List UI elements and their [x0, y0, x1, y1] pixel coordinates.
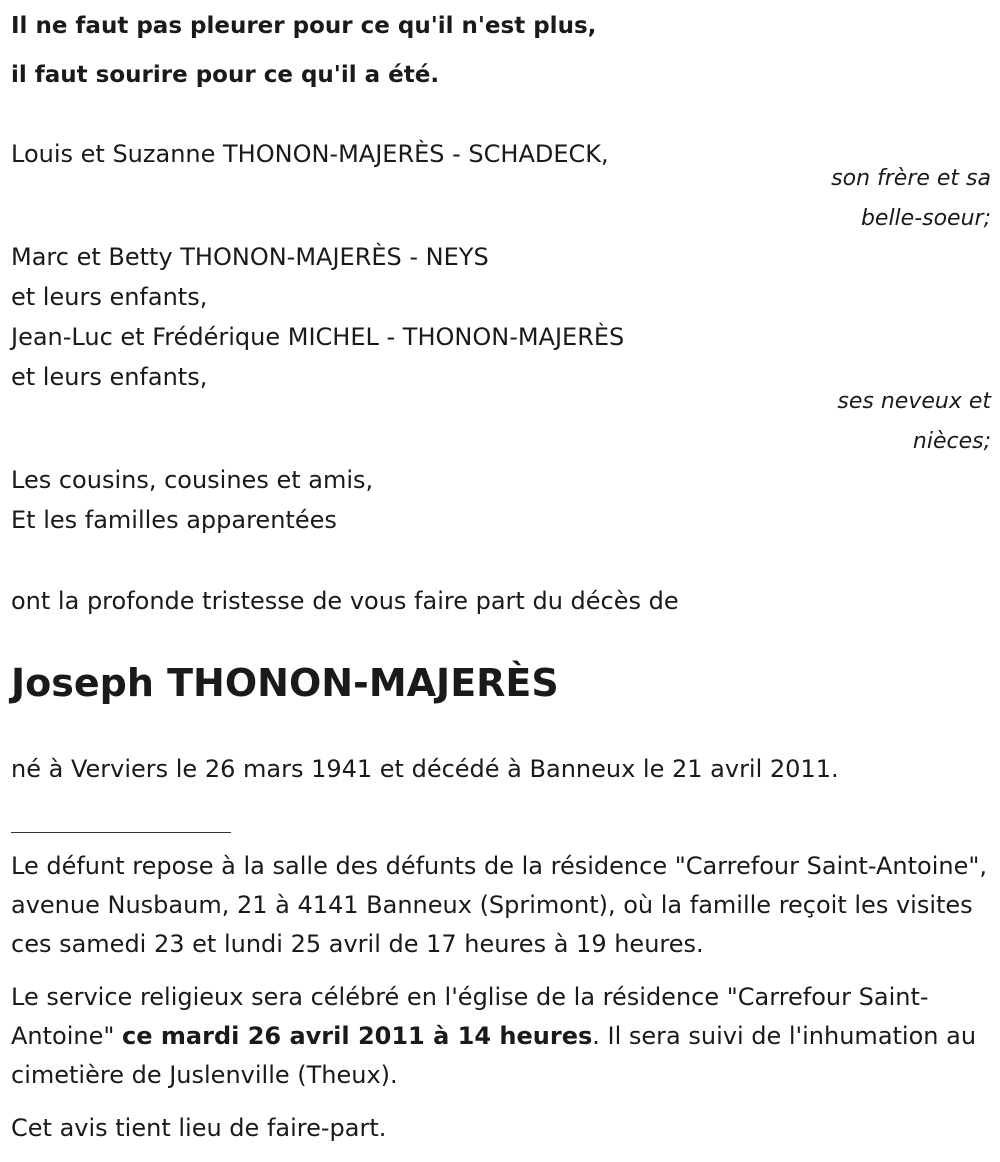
family-cousins: Les cousins, cousines et amis, — [11, 466, 374, 494]
service-outro: . Il sera suivi de l'inhumation au cimetière de Juslenville (Theux). — [11, 1022, 977, 1089]
brother-relation-line-1: son frère et sa — [831, 166, 991, 191]
family-nephew-1: Marc et Betty THONON-MAJERÈS - NEYS — [11, 243, 489, 271]
visitation-paragraph: Le défunt repose à la salle des défunts de la résidence "Carrefour Saint-Antoine", avenue Nusbaum, 21 à 4141 Banneux (Sprimont), où la famille reçoit les visites ces samedi 23 et lundi 25 avril de 17 heures à 19 heures. — [11, 852, 988, 958]
nephews-relation-line-1: ses neveux et — [837, 389, 991, 414]
family-nephew-2-children: et leurs enfants, — [11, 363, 208, 391]
service-date: ce mardi 26 avril 2011 à 14 heures — [122, 1022, 593, 1050]
separator-line — [11, 832, 231, 833]
family-nephew-2: Jean-Luc et Frédérique MICHEL - THONON-MAJERÈS — [11, 323, 625, 351]
announcement-text: ont la profonde tristesse de vous faire part du décès de — [11, 587, 679, 615]
closing-line: Cet avis tient lieu de faire-part. — [11, 1114, 387, 1142]
family-nephew-1-children: et leurs enfants, — [11, 283, 208, 311]
brother-relation-line-2: belle-soeur; — [860, 206, 991, 231]
birth-death-line: né à Verviers le 26 mars 1941 et décédé à Banneux le 21 avril 2011. — [11, 755, 839, 783]
family-brother: Louis et Suzanne THONON-MAJERÈS - SCHADECK, — [11, 140, 609, 168]
nephews-relation-line-2: nièces; — [912, 429, 991, 454]
epigraph-line-2: il faut sourire pour ce qu'il a été. — [11, 62, 440, 88]
service-paragraph — [11, 978, 989, 1095]
epigraph-line-1: Il ne faut pas pleurer pour ce qu'il n'est plus, — [11, 13, 597, 39]
service-intro: Le service religieux sera célébré en l'église de la résidence "Carrefour Saint-Antoine" — [11, 983, 929, 1050]
deceased-name: Joseph THONON-MAJERÈS — [11, 661, 559, 705]
family-relatives: Et les familles apparentées — [11, 506, 337, 534]
